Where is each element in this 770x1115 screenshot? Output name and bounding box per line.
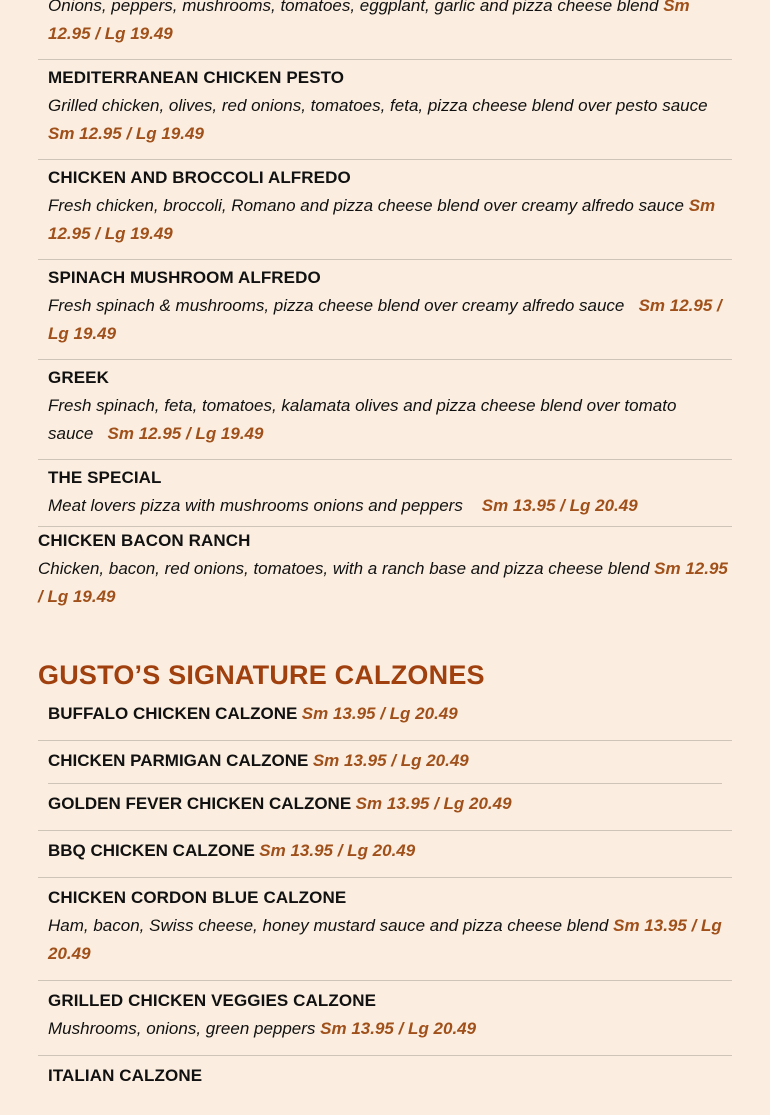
- menu-item-veggie: [38, 0, 732, 60]
- menu-item-desc-text: Chicken, bacon, red onions, tomatoes, with a ranch base and pizza cheese blend: [38, 559, 650, 578]
- menu-item-title: CHICKEN PARMIGAN CALZONE: [48, 751, 309, 770]
- menu-item-price: Sm 13.95 / Lg 20.49: [48, 916, 722, 963]
- pizza-list: [38, 0, 732, 1102]
- menu-item-description: [48, 392, 722, 448]
- menu-item-desc-text: Meat lovers pizza with mushrooms onions and peppers: [48, 496, 463, 515]
- menu-item-chicken-cordon-blue-calzone: [38, 878, 732, 981]
- menu-item-title: BUFFALO CHICKEN CALZONE: [48, 704, 298, 723]
- calzone-list: [38, 700, 732, 1102]
- menu-item-title: CHICKEN CORDON BLUE CALZONE: [48, 888, 347, 907]
- menu-item-title: GRILLED CHICKEN VEGGIES CALZONE: [48, 991, 377, 1010]
- menu-item-price: Sm 13.95 / Lg 20.49: [312, 751, 469, 770]
- menu-item-title: SPINACH MUSHROOM ALFREDO: [48, 268, 321, 287]
- menu-item-bbq-chicken-calzone: [38, 831, 732, 878]
- menu-item-grilled-chicken-veggies-calzone: [38, 981, 732, 1056]
- menu-item-description: [48, 1015, 722, 1043]
- menu-item-desc-text: Fresh spinach, feta, tomatoes, kalamata olives and pizza cheese blend over tomato sauce: [48, 396, 677, 443]
- menu-item-title: MEDITERRANEAN CHICKEN PESTO: [48, 68, 345, 87]
- menu-item-title: BBQ CHICKEN CALZONE: [48, 841, 255, 860]
- menu-item-description: [48, 92, 722, 148]
- menu-item-price: Sm 13.95 / Lg 20.49: [355, 794, 512, 813]
- menu-item-price: Sm 12.95 / Lg 19.49: [38, 559, 728, 606]
- menu-item-spinach-mushroom-alfredo: [38, 260, 732, 360]
- menu-item-description: [48, 292, 722, 348]
- menu-item-golden-fever-chicken-calzone: [38, 784, 732, 831]
- menu-item-chicken-parmigan-calzone: [38, 741, 732, 783]
- menu-item-desc-text: Fresh spinach & mushrooms, pizza cheese blend over creamy alfredo sauce: [48, 296, 625, 315]
- menu-item-price: Sm 12.95 / Lg 19.49: [48, 196, 716, 243]
- calzones-section-heading: GUSTO’S SIGNATURE CALZONES: [38, 660, 485, 690]
- menu-item-chicken-bacon-ranch: [38, 527, 732, 622]
- menu-item-desc-text: Fresh chicken, broccoli, Romano and pizza cheese blend over creamy alfredo sauce: [48, 196, 684, 215]
- menu-item-the-special: [38, 460, 732, 527]
- menu-item-description: [48, 192, 722, 248]
- menu-item-desc-text: Mushrooms, onions, green peppers: [48, 1019, 316, 1038]
- menu-item-price: Sm 13.95 / Lg 20.49: [320, 1019, 477, 1038]
- menu-item-chicken-broccoli-alfredo: [38, 160, 732, 260]
- menu-item-description: [48, 912, 722, 968]
- menu-item-title: GOLDEN FEVER CHICKEN CALZONE: [48, 794, 352, 813]
- menu-item-title: GREEK: [48, 368, 109, 387]
- menu-item-description: [48, 492, 722, 520]
- menu-item-greek: [38, 360, 732, 460]
- menu-item-price: Sm 12.95 / Lg 19.49: [48, 0, 690, 43]
- menu-item-price: Sm 12.95 / Lg 19.49: [48, 124, 204, 143]
- menu-item-price: Sm 12.95 / Lg 19.49: [107, 424, 264, 443]
- menu-item-desc-text: Grilled chicken, olives, red onions, tomatoes, feta, pizza cheese blend over pesto sauce: [48, 96, 708, 115]
- menu-item-price: Sm 13.95 / Lg 20.49: [259, 841, 416, 860]
- menu-item-price: Sm 12.95 / Lg 19.49: [48, 296, 722, 343]
- menu-item-title: ITALIAN CALZONE: [48, 1066, 203, 1085]
- menu-item-price: Sm 13.95 / Lg 20.49: [481, 496, 638, 515]
- menu-item-desc-text: Onions, peppers, mushrooms, tomatoes, eggplant, garlic and pizza cheese blend: [48, 0, 659, 15]
- menu-item-desc-text: Ham, bacon, Swiss cheese, honey mustard sauce and pizza cheese blend: [48, 916, 609, 935]
- menu-item-title: THE SPECIAL: [48, 468, 162, 487]
- menu-item-description: [38, 555, 732, 611]
- menu-item-buffalo-chicken-calzone: [38, 700, 732, 741]
- menu-item-mediterranean-chicken-pesto: [38, 60, 732, 160]
- menu-item-price: Sm 13.95 / Lg 20.49: [301, 704, 458, 723]
- menu-item-italian-calzone: [38, 1056, 732, 1102]
- menu-item-title: CHICKEN BACON RANCH: [38, 531, 251, 550]
- menu-item-description: [48, 0, 722, 48]
- menu-item-title: CHICKEN AND BROCCOLI ALFREDO: [48, 168, 351, 187]
